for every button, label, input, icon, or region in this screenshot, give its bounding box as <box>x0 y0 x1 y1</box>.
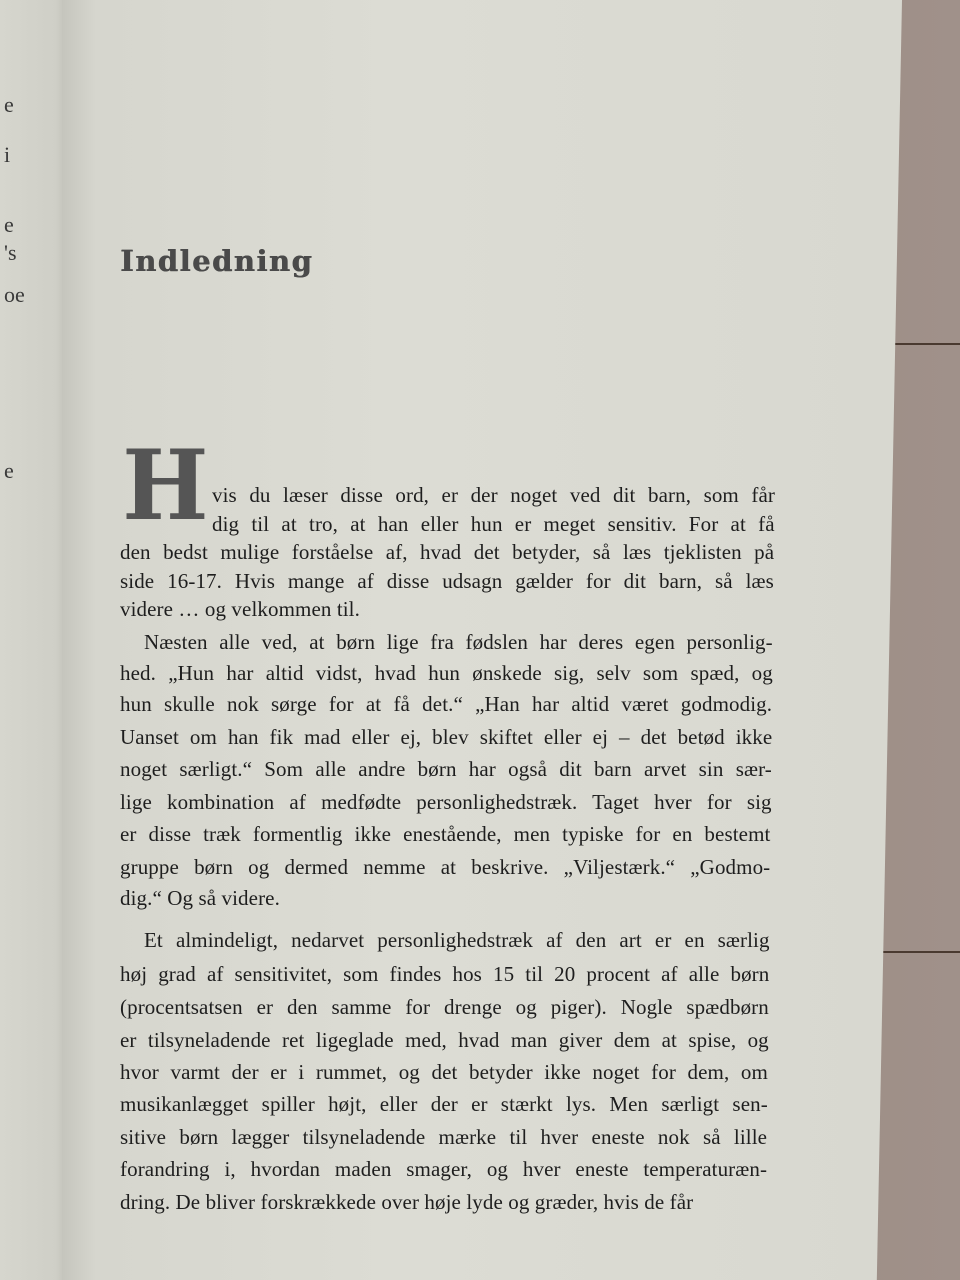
paragraph-line: er tilsyneladende ret ligeglade med, hvad man giver dem at spise, og <box>120 1028 769 1052</box>
left-page-text-fragment: oe <box>4 282 25 307</box>
paragraph-line: gruppe børn og dermed nemme at beskrive. „Viljestærk.“ „Godmo- <box>120 855 771 879</box>
paragraph-line: side 16-17. Hvis mange af disse udsagn gælder for dit barn, så læs <box>120 569 774 593</box>
paragraph-line: (procentsatsen er den samme for drenge og piger). Nogle spædbørn <box>120 995 769 1019</box>
left-page-text-fragment: e <box>4 212 14 237</box>
paragraph-line: dig.“ Og så videre. <box>120 886 280 910</box>
paragraph-line: høj grad af sensitivitet, som findes hos 15 til 20 procent af alle børn <box>120 962 770 986</box>
left-page-edge <box>0 0 70 1280</box>
paragraph-line: hvor varmt der er i rummet, og det betyder ikke noget for dem, om <box>120 1060 768 1084</box>
paragraph-line: Et almindeligt, nedarvet personlighedstræk af den art er en særlig <box>144 928 770 952</box>
paragraph-line: lige kombination af medfødte personlighedstræk. Taget hver for sig <box>120 790 772 814</box>
paragraph-line: dring. De bliver forskrækkede over høje lyde og græder, hvis de får <box>120 1190 694 1214</box>
paragraph-line: videre … og velkommen til. <box>120 597 360 621</box>
left-page-text-fragment: e <box>4 92 14 117</box>
paragraph-line: den bedst mulige forståelse af, hvad det betyder, så læs tjeklisten på <box>120 540 775 564</box>
chapter-title: Indledning <box>120 244 314 278</box>
paragraph-line: vis du læser disse ord, er der noget ved dit barn, som får <box>212 483 775 507</box>
left-page-text-fragment: 's <box>4 240 17 265</box>
paragraph-line: Uanset om han fik mad eller ej, blev skiftet eller ej – det betød ikke <box>120 725 773 749</box>
paragraph-line: noget særligt.“ Som alle andre børn har også dit barn arvet sin sær- <box>120 757 772 781</box>
left-page-text-fragment: i <box>4 142 11 167</box>
paragraph-line: Næsten alle ved, at børn lige fra fødslen har deres egen personlig- <box>144 630 773 654</box>
plank-seam <box>880 951 960 953</box>
left-page-text-fragment: e <box>4 458 14 483</box>
paragraph-line: er disse træk formentlig ikke enestående, men typiske for en bestemt <box>120 822 771 846</box>
paragraph-line: hed. „Hun har altid vidst, hvad hun ønskede sig, selv som spæd, og <box>120 661 773 685</box>
paragraph-line: dig til at tro, at han eller hun er meget sensitiv. For at få <box>212 512 775 536</box>
paragraph-line: musikanlægget spiller højt, eller der er stærkt lys. Men særligt sen- <box>120 1092 768 1116</box>
paragraph-line: forandring i, hvordan maden smager, og hver eneste temperaturæn- <box>120 1157 768 1181</box>
paragraph-line: sitive børn lægger tilsyneladende mærke til hver eneste nok så lille <box>120 1125 768 1149</box>
paragraph-line: hun skulle nok sørge for at få det.“ „Han har altid været godmodig. <box>120 692 773 716</box>
drop-cap: H <box>122 429 209 542</box>
